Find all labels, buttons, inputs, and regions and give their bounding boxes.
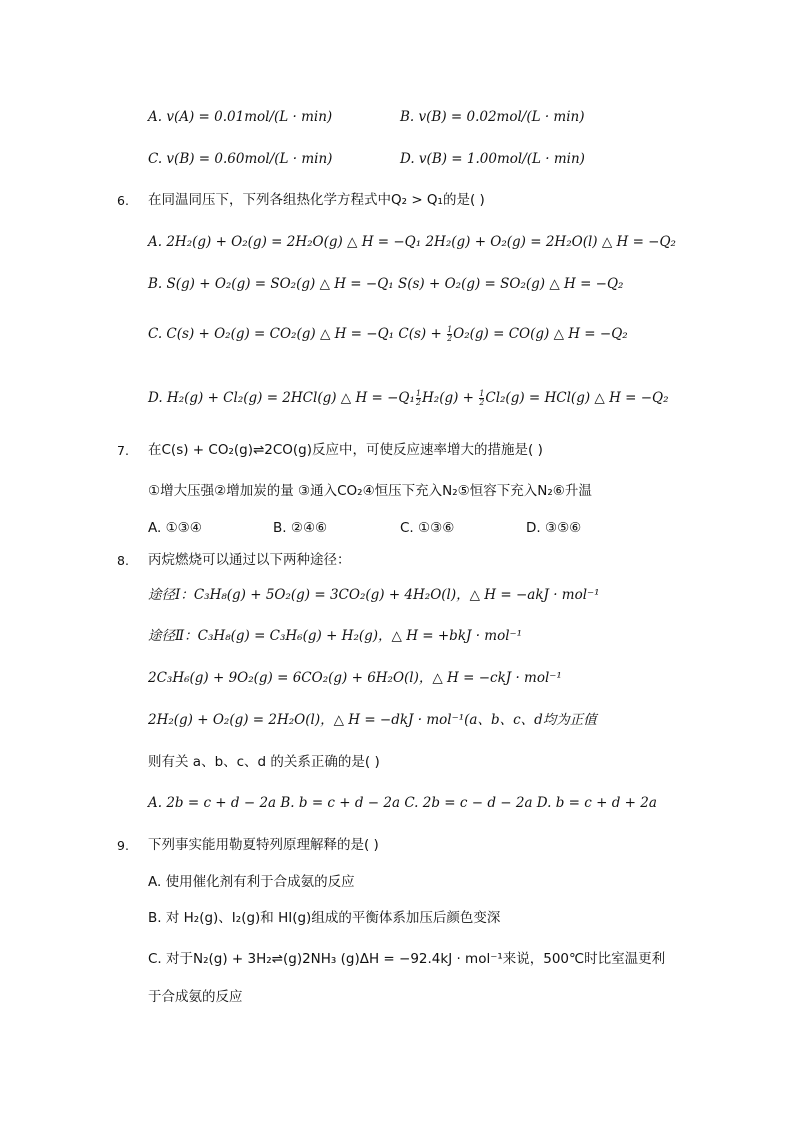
q7-option-c: C. ①③⑥ — [400, 520, 455, 536]
q6-option-c-fraction: $\frac{1}{2}$ — [447, 325, 453, 343]
q6-stem: 在同温同压下，下列各组热化学方程式中Q₂ > Q₁的是( ) — [148, 192, 485, 208]
q6-option-a: A. 2H₂(g) + O₂(g) = 2H₂O(g) △ H = −Q₁ 2H₂(g) + O₂(g) = 2H₂O(l) △ H = −Q₂ — [148, 234, 676, 250]
q8-equation-4: 2H₂(g) + O₂(g) = 2H₂O(l)，△ H = −dkJ · mol⁻¹(a、b、c、d均为正值 — [148, 712, 597, 728]
q6-option-c — [148, 325, 628, 343]
q5-option-a: A. v(A) = 0.01mol/(L · min) — [148, 109, 333, 125]
q7-option-a: A. ①③④ — [148, 520, 202, 536]
q9-number: 9. — [117, 838, 129, 853]
q6-option-d — [148, 389, 669, 407]
q8-equation-3: 2C₃H₆(g) + 9O₂(g) = 6CO₂(g) + 6H₂O(l)，△ H = −ckJ · mol⁻¹ — [148, 670, 562, 686]
q6-option-d-fraction-2: $\frac{1}{2}$ — [479, 389, 485, 407]
q8-number: 8. — [117, 553, 129, 568]
q6-option-d-part3: Cl₂(g) = HCl(g) △ H = −Q₂ — [485, 390, 669, 406]
q5-option-b: B. v(B) = 0.02mol/(L · min) — [400, 109, 585, 125]
q7-number: 7. — [117, 443, 129, 458]
q9-option-b: B. 对 H₂(g)、I₂(g)和 HI(g)组成的平衡体系加压后颜色变深 — [148, 910, 501, 926]
q7-option-d: D. ③⑤⑥ — [526, 520, 582, 536]
q8-path-2: 途径Ⅱ：C₃H₈(g) = C₃H₆(g) + H₂(g)，△ H = +bkJ · mol⁻¹ — [148, 628, 523, 644]
q6-option-b: B. S(g) + O₂(g) = SO₂(g) △ H = −Q₁ S(s) + O₂(g) = SO₂(g) △ H = −Q₂ — [148, 276, 624, 292]
q7-measures: ①增大压强②增加炭的量 ③通入CO₂④恒压下充入N₂⑤恒容下充入N₂⑥升温 — [148, 483, 592, 499]
q7-stem: 在C(s) + CO₂(g)⇌2CO(g)反应中，可使反应速率增大的措施是( ) — [148, 442, 543, 458]
q6-option-c-part2: O₂(g) = CO(g) △ H = −Q₂ — [453, 326, 628, 342]
q6-option-d-part1: D. H₂(g) + Cl₂(g) = 2HCl(g) △ H = −Q₁ — [148, 390, 415, 406]
q8-stem: 丙烷燃烧可以通过以下两种途径： — [148, 552, 351, 568]
q8-options: A. 2b = c + d − 2a B. b = c + d − 2a C. 2b = c − d − 2a D. b = c + d + 2a — [148, 795, 657, 811]
q9-option-a: A. 使用催化剂有利于合成氨的反应 — [148, 874, 355, 890]
q5-option-c: C. v(B) = 0.60mol/(L · min) — [148, 151, 333, 167]
q9-option-c-line1: C. 对于N₂(g) + 3H₂⇌(g)2NH₃ (g)ΔH = −92.4kJ · mol⁻¹来说，500℃时比室温更利 — [148, 951, 666, 967]
q9-stem: 下列事实能用勒夏特列原理解释的是( ) — [148, 837, 379, 853]
q8-path-1: 途径Ⅰ：C₃H₈(g) + 5O₂(g) = 3CO₂(g) + 4H₂O(l)，△ H = −akJ · mol⁻¹ — [148, 587, 600, 603]
q6-option-c-part1: C. C(s) + O₂(g) = CO₂(g) △ H = −Q₁ C(s) + — [148, 326, 447, 342]
q7-option-b: B. ②④⑥ — [273, 520, 328, 536]
q6-number: 6. — [117, 193, 129, 208]
q9-option-c-line2: 于合成氨的反应 — [148, 989, 243, 1005]
q8-question: 则有关 a、b、c、d 的关系正确的是( ) — [148, 754, 380, 770]
q6-option-d-fraction-1: $\frac{1}{2}$ — [415, 389, 422, 407]
q5-option-d: D. v(B) = 1.00mol/(L · min) — [400, 151, 585, 167]
q6-option-d-part2: H₂(g) + — [422, 390, 479, 406]
